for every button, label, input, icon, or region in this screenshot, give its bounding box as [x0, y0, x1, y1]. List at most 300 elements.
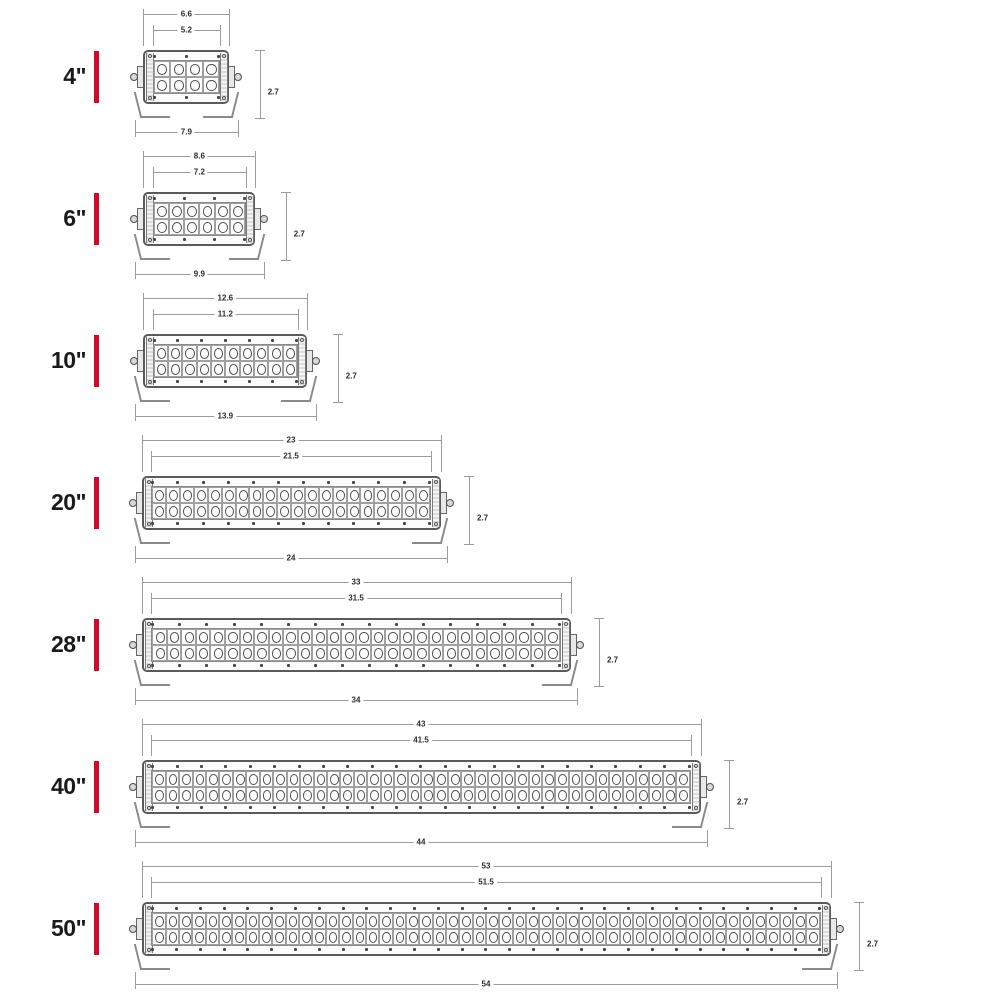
bolt-dot: [493, 806, 496, 809]
bolt-dot: [243, 197, 246, 200]
led-cell: [596, 771, 609, 787]
led-cell: [326, 913, 339, 929]
lens-width-dimension-value: 7.2: [191, 168, 208, 177]
bolt-dot: [151, 522, 154, 525]
led-cell: [475, 787, 488, 803]
led-cell: [539, 929, 552, 945]
led-cell: [458, 629, 473, 645]
led-cell: [287, 771, 300, 787]
bolt-strip-top: [153, 53, 221, 60]
led-cell: [299, 929, 312, 945]
led-cell: [486, 913, 499, 929]
led-cell: [366, 929, 379, 945]
bolt-dot: [213, 197, 216, 200]
led-cell: [421, 771, 434, 787]
led-cell: [366, 913, 379, 929]
mount-screw-right: [446, 499, 454, 507]
bottom-extension-right: [577, 688, 578, 700]
led-cell: [269, 645, 284, 661]
led-cell: [473, 913, 486, 929]
lens-extension-left: [153, 30, 154, 46]
led-cell: [314, 787, 327, 803]
bolt-dot: [327, 522, 330, 525]
led-cell: [240, 361, 254, 377]
size-accent-tick: [94, 761, 99, 813]
led-cell: [194, 503, 208, 519]
led-cell: [341, 645, 356, 661]
led-cell: [502, 787, 515, 803]
bolt-dot: [444, 765, 447, 768]
bolt-dot: [151, 481, 154, 484]
mount-screw-left: [129, 783, 137, 791]
bottom-extension-left: [135, 688, 136, 700]
led-cell: [333, 503, 347, 519]
led-cell: [458, 645, 473, 661]
led-cell: [179, 929, 192, 945]
led-cell: [609, 771, 622, 787]
led-cell: [545, 629, 560, 645]
bolt-dot: [260, 623, 263, 626]
bolt-dot: [770, 948, 773, 951]
bolt-dot: [428, 481, 431, 484]
led-cell: [488, 787, 501, 803]
led-cell: [194, 487, 208, 503]
led-cell: [539, 913, 552, 929]
bolt-dot: [151, 765, 154, 768]
led-cell: [593, 929, 606, 945]
bolt-dot: [517, 765, 520, 768]
bolt-dot: [531, 664, 534, 667]
bolt-dot: [153, 197, 156, 200]
led-lens: [151, 628, 561, 662]
outer-extension-left: [142, 582, 143, 614]
bolt-dot: [200, 806, 203, 809]
bolt-strip-bottom: [153, 378, 299, 385]
led-cell: [499, 913, 512, 929]
outer-extension-right: [441, 440, 442, 472]
size-label: 28": [51, 631, 86, 657]
led-cell: [402, 503, 416, 519]
led-cell: [443, 629, 458, 645]
led-cell: [542, 787, 555, 803]
led-cell: [219, 929, 232, 945]
bolt-dot: [252, 481, 255, 484]
led-cell: [353, 929, 366, 945]
bolt-dot: [371, 765, 374, 768]
led-cell: [753, 913, 766, 929]
led-cell: [179, 787, 192, 803]
led-cell: [312, 629, 327, 645]
led-cell: [154, 61, 170, 77]
bolt-dot: [205, 623, 208, 626]
bolt-dot: [200, 380, 203, 383]
size-accent-tick: [94, 619, 99, 671]
led-cell: [340, 771, 353, 787]
bolt-dot: [153, 55, 156, 58]
led-cell: [780, 929, 793, 945]
led-cell: [676, 771, 689, 787]
bolt-dot: [294, 948, 297, 951]
size-label: 10": [51, 347, 86, 373]
bolt-dot: [248, 339, 251, 342]
height-dimension-line: [286, 192, 287, 260]
bolt-dot: [227, 522, 230, 525]
height-dimension-value: 2.7: [474, 514, 491, 523]
bolt-dot: [199, 948, 202, 951]
outer-extension-left: [142, 866, 143, 898]
outer-width-dimension-value: 8.6: [191, 152, 208, 161]
bolt-dot: [246, 948, 249, 951]
led-cell: [246, 787, 259, 803]
led-cell: [636, 771, 649, 787]
bolt-dot: [178, 664, 181, 667]
bolt-dot: [688, 806, 691, 809]
outer-width-dimension-value: 23: [284, 436, 299, 445]
led-cell: [686, 929, 699, 945]
led-cell: [269, 629, 284, 645]
bolt-dot: [185, 96, 188, 99]
led-cell: [168, 361, 182, 377]
led-cell: [166, 787, 179, 803]
led-cell: [277, 487, 291, 503]
bolt-dot: [199, 907, 202, 910]
lens-extension-left: [153, 314, 154, 330]
bolt-dot: [389, 907, 392, 910]
led-cell: [414, 645, 429, 661]
led-cell: [472, 645, 487, 661]
endcap-right: [298, 337, 306, 385]
led-cell: [208, 487, 222, 503]
led-cell: [414, 629, 429, 645]
height-tick-bottom: [464, 544, 474, 545]
bolt-dot: [153, 238, 156, 241]
bolt-dot: [371, 806, 374, 809]
bolt-dot: [176, 380, 179, 383]
bolt-dot: [590, 806, 593, 809]
led-lens: [153, 202, 247, 236]
bolt-dot: [178, 623, 181, 626]
outer-width-dimension-value: 43: [414, 720, 429, 729]
led-cell: [419, 929, 432, 945]
led-cell: [663, 787, 676, 803]
bottom-extension-left: [135, 120, 136, 132]
bolt-dot: [295, 380, 298, 383]
led-cell: [283, 629, 298, 645]
bolt-dot: [541, 765, 544, 768]
bolt-strip-top: [151, 905, 821, 912]
size-accent-tick: [94, 477, 99, 529]
lightbar-row: [0, 714, 1000, 856]
height-tick-top: [724, 760, 734, 761]
led-cell: [314, 771, 327, 787]
led-cell: [529, 787, 542, 803]
led-cell: [168, 345, 182, 361]
led-cell: [429, 645, 444, 661]
led-cell: [646, 929, 659, 945]
lens-width-dimension-value: 31.5: [345, 594, 367, 603]
led-cell: [388, 487, 402, 503]
bolt-dot: [722, 907, 725, 910]
led-cell: [152, 771, 165, 787]
bolt-dot: [461, 907, 464, 910]
led-cell: [180, 503, 194, 519]
led-cell: [305, 503, 319, 519]
lightbar-row: [0, 288, 1000, 430]
bolt-dot: [224, 380, 227, 383]
led-cell: [623, 771, 636, 787]
bolt-dot: [558, 623, 561, 626]
led-cell: [249, 503, 263, 519]
bolt-dot: [248, 380, 251, 383]
bolt-dot: [377, 481, 380, 484]
lens-extension-left: [151, 598, 152, 614]
bolt-dot: [277, 522, 280, 525]
lens-extension-right: [220, 30, 221, 46]
led-cell: [649, 771, 662, 787]
bolt-dot: [200, 339, 203, 342]
led-cell: [225, 629, 240, 645]
led-cell: [327, 771, 340, 787]
led-cell: [291, 487, 305, 503]
lightbar-diagram: [0, 4, 1000, 998]
led-cell: [211, 361, 225, 377]
led-cell: [421, 787, 434, 803]
bolt-dot: [449, 664, 452, 667]
bolt-dot: [818, 907, 821, 910]
led-cell: [199, 203, 214, 219]
bolt-dot: [541, 806, 544, 809]
height-tick-top: [464, 476, 474, 477]
bolt-dot: [151, 664, 154, 667]
led-cell: [240, 645, 255, 661]
bolt-dot: [449, 623, 452, 626]
bolt-dot: [233, 623, 236, 626]
led-cell: [402, 487, 416, 503]
bolt-strip-top: [153, 337, 299, 344]
size-label: 40": [51, 773, 86, 799]
led-cell: [184, 219, 199, 235]
lightbar-row: [0, 146, 1000, 288]
led-cell: [169, 219, 184, 235]
led-cell: [381, 787, 394, 803]
bolt-dot: [294, 907, 297, 910]
led-cell: [154, 77, 170, 93]
led-cell: [327, 629, 342, 645]
bolt-dot: [318, 907, 321, 910]
height-dimension-value: 2.7: [864, 940, 881, 949]
led-cell: [179, 913, 192, 929]
led-cell: [596, 787, 609, 803]
bottom-extension-right: [837, 972, 838, 984]
bolt-dot: [580, 907, 583, 910]
led-cell: [660, 913, 673, 929]
height-dimension-line: [859, 902, 860, 970]
led-cell: [443, 645, 458, 661]
led-cell: [152, 503, 166, 519]
mount-screw-left: [129, 499, 137, 507]
bolt-dot: [153, 339, 156, 342]
bolt-strip-bottom: [151, 946, 821, 953]
led-cell: [341, 629, 356, 645]
bolt-dot: [461, 948, 464, 951]
size-label: 20": [51, 489, 86, 515]
endcap-right: [220, 53, 228, 101]
led-cell: [620, 929, 633, 945]
led-cell: [312, 913, 325, 929]
bolt-dot: [419, 806, 422, 809]
bolt-dot: [270, 907, 273, 910]
led-cell: [259, 929, 272, 945]
led-cell: [636, 787, 649, 803]
bolt-dot: [746, 907, 749, 910]
bolt-dot: [403, 522, 406, 525]
bolt-dot: [249, 806, 252, 809]
led-cell: [272, 929, 285, 945]
led-cell: [620, 913, 633, 929]
bolt-dot: [614, 765, 617, 768]
led-cell: [263, 487, 277, 503]
led-cell: [367, 787, 380, 803]
bolt-dot: [639, 765, 642, 768]
bolt-dot: [403, 481, 406, 484]
bolt-dot: [627, 948, 630, 951]
led-cell: [154, 361, 168, 377]
bolt-dot: [794, 948, 797, 951]
led-cell: [152, 929, 165, 945]
led-cell: [646, 913, 659, 929]
led-cell: [393, 913, 406, 929]
led-cell: [193, 771, 206, 787]
bolt-dot: [176, 806, 179, 809]
led-cell: [740, 913, 753, 929]
led-cell: [582, 787, 595, 803]
led-cell: [394, 787, 407, 803]
bolt-dot: [318, 948, 321, 951]
led-cell: [219, 771, 232, 787]
outer-extension-left: [142, 724, 143, 756]
bolt-dot: [556, 948, 559, 951]
bolt-dot: [151, 907, 154, 910]
led-cell: [254, 361, 268, 377]
led-cell: [298, 629, 313, 645]
led-cell: [569, 787, 582, 803]
bottom-extension-left: [135, 830, 136, 842]
led-cell: [487, 629, 502, 645]
led-cell: [233, 787, 246, 803]
led-cell: [222, 503, 236, 519]
bolt-dot: [437, 907, 440, 910]
led-cell: [260, 787, 273, 803]
led-cell: [286, 913, 299, 929]
bolt-dot: [377, 522, 380, 525]
outer-extension-right: [701, 724, 702, 756]
led-cell: [254, 629, 269, 645]
led-cell: [633, 929, 646, 945]
outer-extension-right: [571, 582, 572, 614]
led-cell: [192, 913, 205, 929]
bolt-dot: [322, 765, 325, 768]
led-cell: [633, 913, 646, 929]
led-cell: [459, 929, 472, 945]
led-cell: [434, 771, 447, 787]
bolt-dot: [341, 623, 344, 626]
led-cell: [526, 913, 539, 929]
height-tick-bottom: [724, 828, 734, 829]
height-dimension-line: [599, 618, 600, 686]
led-cell: [312, 929, 325, 945]
led-cell: [305, 487, 319, 503]
led-cell: [268, 361, 282, 377]
bolt-dot: [213, 238, 216, 241]
outer-extension-left: [143, 14, 144, 46]
led-cell: [211, 345, 225, 361]
led-cell: [502, 629, 517, 645]
lens-extension-right: [561, 598, 562, 614]
led-cell: [726, 929, 739, 945]
led-lens: [151, 486, 431, 520]
led-cell: [260, 771, 273, 787]
led-cell: [513, 913, 526, 929]
led-lens: [153, 344, 299, 378]
led-cell: [312, 645, 327, 661]
height-tick-top: [281, 192, 291, 193]
lens-extension-right: [246, 172, 247, 188]
mount-width-dimension-value: 9.9: [191, 270, 208, 279]
led-cell: [531, 645, 546, 661]
led-cell: [673, 929, 686, 945]
bolt-dot: [202, 481, 205, 484]
led-cell: [273, 771, 286, 787]
bolt-strip-top: [153, 195, 247, 202]
height-dimension-value: 2.7: [291, 230, 308, 239]
led-cell: [181, 645, 196, 661]
height-tick-bottom: [854, 970, 864, 971]
led-cell: [287, 787, 300, 803]
bolt-dot: [476, 664, 479, 667]
led-cell: [515, 771, 528, 787]
bolt-dot: [298, 765, 301, 768]
bolt-strip-bottom: [151, 520, 431, 527]
led-cell: [215, 203, 230, 219]
led-cell: [487, 645, 502, 661]
led-cell: [203, 77, 219, 93]
led-cell: [726, 913, 739, 929]
led-cell: [475, 771, 488, 787]
led-cell: [553, 929, 566, 945]
outer-extension-left: [142, 440, 143, 472]
bolt-dot: [413, 948, 416, 951]
led-cell: [230, 219, 245, 235]
led-cell: [379, 929, 392, 945]
led-cell: [400, 645, 415, 661]
height-tick-top: [594, 618, 604, 619]
bolt-dot: [246, 907, 249, 910]
bolt-dot: [273, 765, 276, 768]
mount-width-dimension-value: 44: [414, 838, 429, 847]
bolt-dot: [558, 664, 561, 667]
led-cell: [203, 61, 219, 77]
led-cell: [793, 913, 806, 929]
led-lens: [151, 912, 821, 946]
outer-width-dimension-value: 33: [349, 578, 364, 587]
led-cell: [473, 929, 486, 945]
led-cell: [385, 645, 400, 661]
mount-screw-left: [129, 925, 137, 933]
led-cell: [416, 487, 430, 503]
bolt-dot: [176, 765, 179, 768]
bolt-dot: [224, 806, 227, 809]
bolt-dot: [151, 806, 154, 809]
